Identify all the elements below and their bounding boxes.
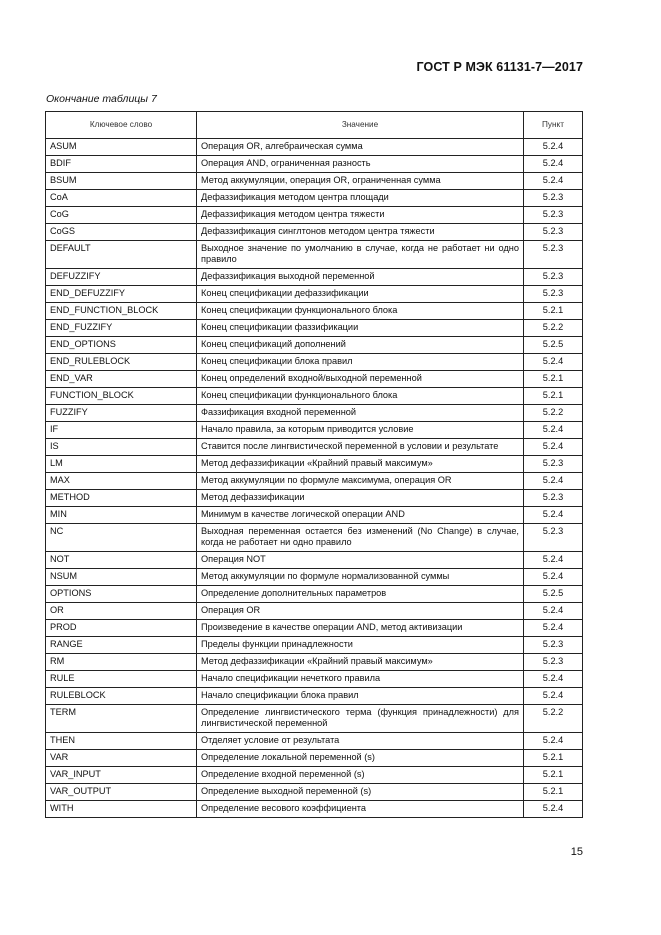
cell-meaning: Метод аккумуляции по формуле нормализованной суммы — [197, 569, 524, 586]
cell-clause: 5.2.1 — [524, 767, 583, 784]
cell-meaning: Дефаззификация методом центра площади — [197, 190, 524, 207]
cell-clause: 5.2.4 — [524, 156, 583, 173]
cell-meaning: Операция NOT — [197, 552, 524, 569]
column-header-clause: Пункт — [524, 112, 583, 139]
cell-meaning: Выходная переменная остается без изменений (No Change) в случае, когда не работает ни одно правило — [197, 524, 524, 552]
cell-meaning: Конец спецификации фаззификации — [197, 320, 524, 337]
document-standard-id: ГОСТ Р МЭК 61131-7—2017 — [416, 60, 583, 74]
table-row — [46, 439, 583, 456]
table-row — [46, 801, 583, 818]
cell-clause: 5.2.4 — [524, 671, 583, 688]
cell-keyword: END_FUZZIFY — [46, 320, 197, 337]
cell-clause: 5.2.3 — [524, 456, 583, 473]
cell-clause: 5.2.4 — [524, 422, 583, 439]
table-row — [46, 190, 583, 207]
table-row — [46, 490, 583, 507]
table-row — [46, 456, 583, 473]
cell-meaning: Операция OR — [197, 603, 524, 620]
cell-clause: 5.2.2 — [524, 405, 583, 422]
cell-keyword: BDIF — [46, 156, 197, 173]
cell-meaning: Начало спецификации блока правил — [197, 688, 524, 705]
table-row — [46, 586, 583, 603]
cell-keyword: CoG — [46, 207, 197, 224]
cell-meaning: Пределы функции принадлежности — [197, 637, 524, 654]
column-header-keyword: Ключевое слово — [46, 112, 197, 139]
table-row — [46, 405, 583, 422]
cell-keyword: RULEBLOCK — [46, 688, 197, 705]
cell-meaning: Дефаззификация методом центра тяжести — [197, 207, 524, 224]
cell-meaning: Конец спецификации функционального блока — [197, 303, 524, 320]
table-body — [46, 139, 583, 818]
cell-keyword: DEFUZZIFY — [46, 269, 197, 286]
cell-keyword: RM — [46, 654, 197, 671]
cell-meaning: Определение лингвистического терма (функция принадлежности) для лингвистической переменной — [197, 705, 524, 733]
table-row — [46, 750, 583, 767]
cell-clause: 5.2.3 — [524, 224, 583, 241]
cell-clause: 5.2.4 — [524, 507, 583, 524]
cell-clause: 5.2.3 — [524, 286, 583, 303]
cell-keyword: IS — [46, 439, 197, 456]
cell-clause: 5.2.4 — [524, 688, 583, 705]
cell-meaning: Ставится после лингвистической переменной в условии и результате — [197, 439, 524, 456]
cell-clause: 5.2.3 — [524, 524, 583, 552]
cell-clause: 5.2.4 — [524, 552, 583, 569]
cell-meaning: Определение дополнительных параметров — [197, 586, 524, 603]
cell-clause: 5.2.4 — [524, 801, 583, 818]
cell-meaning: Конец спецификации функционального блока — [197, 388, 524, 405]
cell-keyword: END_RULEBLOCK — [46, 354, 197, 371]
cell-meaning: Произведение в качестве операции AND, метод активизации — [197, 620, 524, 637]
cell-keyword: CoA — [46, 190, 197, 207]
table-row — [46, 354, 583, 371]
cell-clause: 5.2.1 — [524, 388, 583, 405]
cell-clause: 5.2.5 — [524, 586, 583, 603]
table-row — [46, 552, 583, 569]
table-row — [46, 224, 583, 241]
cell-keyword: ASUM — [46, 139, 197, 156]
cell-clause: 5.2.4 — [524, 620, 583, 637]
cell-meaning: Начало правила, за которым приводится условие — [197, 422, 524, 439]
cell-clause: 5.2.1 — [524, 784, 583, 801]
table-row — [46, 524, 583, 552]
cell-meaning: Метод дефаззификации — [197, 490, 524, 507]
table-row — [46, 671, 583, 688]
cell-clause: 5.2.3 — [524, 241, 583, 269]
table-row — [46, 784, 583, 801]
cell-meaning: Определение весового коэффициента — [197, 801, 524, 818]
cell-meaning: Фаззификация входной переменной — [197, 405, 524, 422]
table-row — [46, 320, 583, 337]
page-number: 15 — [570, 846, 583, 858]
cell-keyword: CoGS — [46, 224, 197, 241]
cell-meaning: Определение выходной переменной (s) — [197, 784, 524, 801]
table-row — [46, 269, 583, 286]
cell-clause: 5.2.4 — [524, 473, 583, 490]
cell-clause: 5.2.3 — [524, 190, 583, 207]
cell-meaning: Конец спецификаций дополнений — [197, 337, 524, 354]
cell-meaning: Конец спецификации дефаззификации — [197, 286, 524, 303]
cell-clause: 5.2.1 — [524, 750, 583, 767]
cell-keyword: RULE — [46, 671, 197, 688]
cell-meaning: Дефаззификация выходной переменной — [197, 269, 524, 286]
cell-keyword: MIN — [46, 507, 197, 524]
cell-keyword: DEFAULT — [46, 241, 197, 269]
cell-meaning: Метод аккумуляции, операция OR, ограниченная сумма — [197, 173, 524, 190]
cell-clause: 5.2.1 — [524, 303, 583, 320]
cell-keyword: NC — [46, 524, 197, 552]
column-header-meaning: Значение — [197, 112, 524, 139]
cell-clause: 5.2.1 — [524, 371, 583, 388]
cell-meaning: Операция OR, алгебраическая сумма — [197, 139, 524, 156]
table-row — [46, 207, 583, 224]
cell-keyword: LM — [46, 456, 197, 473]
table-row — [46, 473, 583, 490]
cell-clause: 5.2.4 — [524, 603, 583, 620]
cell-keyword: VAR_INPUT — [46, 767, 197, 784]
table-header-row — [46, 112, 583, 139]
cell-keyword: PROD — [46, 620, 197, 637]
cell-keyword: END_OPTIONS — [46, 337, 197, 354]
table-row — [46, 569, 583, 586]
cell-keyword: END_FUNCTION_BLOCK — [46, 303, 197, 320]
cell-meaning: Начало спецификации нечеткого правила — [197, 671, 524, 688]
cell-clause: 5.2.4 — [524, 439, 583, 456]
table-row — [46, 173, 583, 190]
cell-keyword: WITH — [46, 801, 197, 818]
cell-keyword: METHOD — [46, 490, 197, 507]
keywords-table — [45, 111, 583, 818]
cell-keyword: IF — [46, 422, 197, 439]
cell-clause: 5.2.3 — [524, 269, 583, 286]
table-row — [46, 139, 583, 156]
table-row — [46, 422, 583, 439]
table-row — [46, 303, 583, 320]
table-row — [46, 241, 583, 269]
cell-meaning: Отделяет условие от результата — [197, 733, 524, 750]
table-row — [46, 705, 583, 733]
cell-clause: 5.2.3 — [524, 637, 583, 654]
cell-clause: 5.2.3 — [524, 490, 583, 507]
cell-meaning: Определение локальной переменной (s) — [197, 750, 524, 767]
table-row — [46, 603, 583, 620]
cell-meaning: Операция AND, ограниченная разность — [197, 156, 524, 173]
cell-clause: 5.2.4 — [524, 354, 583, 371]
table-row — [46, 733, 583, 750]
cell-clause: 5.2.4 — [524, 139, 583, 156]
table-row — [46, 337, 583, 354]
cell-clause: 5.2.5 — [524, 337, 583, 354]
cell-meaning: Определение входной переменной (s) — [197, 767, 524, 784]
cell-meaning: Выходное значение по умолчанию в случае, когда не работает ни одно правило — [197, 241, 524, 269]
cell-clause: 5.2.2 — [524, 320, 583, 337]
cell-keyword: TERM — [46, 705, 197, 733]
table-row — [46, 620, 583, 637]
cell-keyword: END_DEFUZZIFY — [46, 286, 197, 303]
table-row — [46, 507, 583, 524]
cell-meaning: Конец определений входной/выходной переменной — [197, 371, 524, 388]
table-row — [46, 371, 583, 388]
cell-keyword: FUZZIFY — [46, 405, 197, 422]
cell-clause: 5.2.4 — [524, 173, 583, 190]
cell-clause: 5.2.3 — [524, 207, 583, 224]
cell-keyword: OR — [46, 603, 197, 620]
table-caption: Окончание таблицы 7 — [46, 93, 157, 105]
table-row — [46, 654, 583, 671]
cell-keyword: OPTIONS — [46, 586, 197, 603]
cell-meaning: Метод дефаззификации «Крайний правый максимум» — [197, 456, 524, 473]
cell-clause: 5.2.3 — [524, 654, 583, 671]
cell-meaning: Минимум в качестве логической операции AND — [197, 507, 524, 524]
cell-clause: 5.2.2 — [524, 705, 583, 733]
cell-keyword: BSUM — [46, 173, 197, 190]
cell-meaning: Конец спецификации блока правил — [197, 354, 524, 371]
cell-keyword: END_VAR — [46, 371, 197, 388]
table-row — [46, 286, 583, 303]
table-row — [46, 388, 583, 405]
cell-clause: 5.2.4 — [524, 569, 583, 586]
cell-keyword: FUNCTION_BLOCK — [46, 388, 197, 405]
table-row — [46, 637, 583, 654]
cell-meaning: Дефаззификация синглтонов методом центра тяжести — [197, 224, 524, 241]
cell-meaning: Метод дефаззификации «Крайний правый максимум» — [197, 654, 524, 671]
cell-clause: 5.2.4 — [524, 733, 583, 750]
table-row — [46, 767, 583, 784]
cell-keyword: NOT — [46, 552, 197, 569]
cell-keyword: RANGE — [46, 637, 197, 654]
cell-keyword: NSUM — [46, 569, 197, 586]
cell-meaning: Метод аккумуляции по формуле максимума, операция OR — [197, 473, 524, 490]
cell-keyword: MAX — [46, 473, 197, 490]
table-row — [46, 688, 583, 705]
cell-keyword: THEN — [46, 733, 197, 750]
table-row — [46, 156, 583, 173]
cell-keyword: VAR_OUTPUT — [46, 784, 197, 801]
cell-keyword: VAR — [46, 750, 197, 767]
